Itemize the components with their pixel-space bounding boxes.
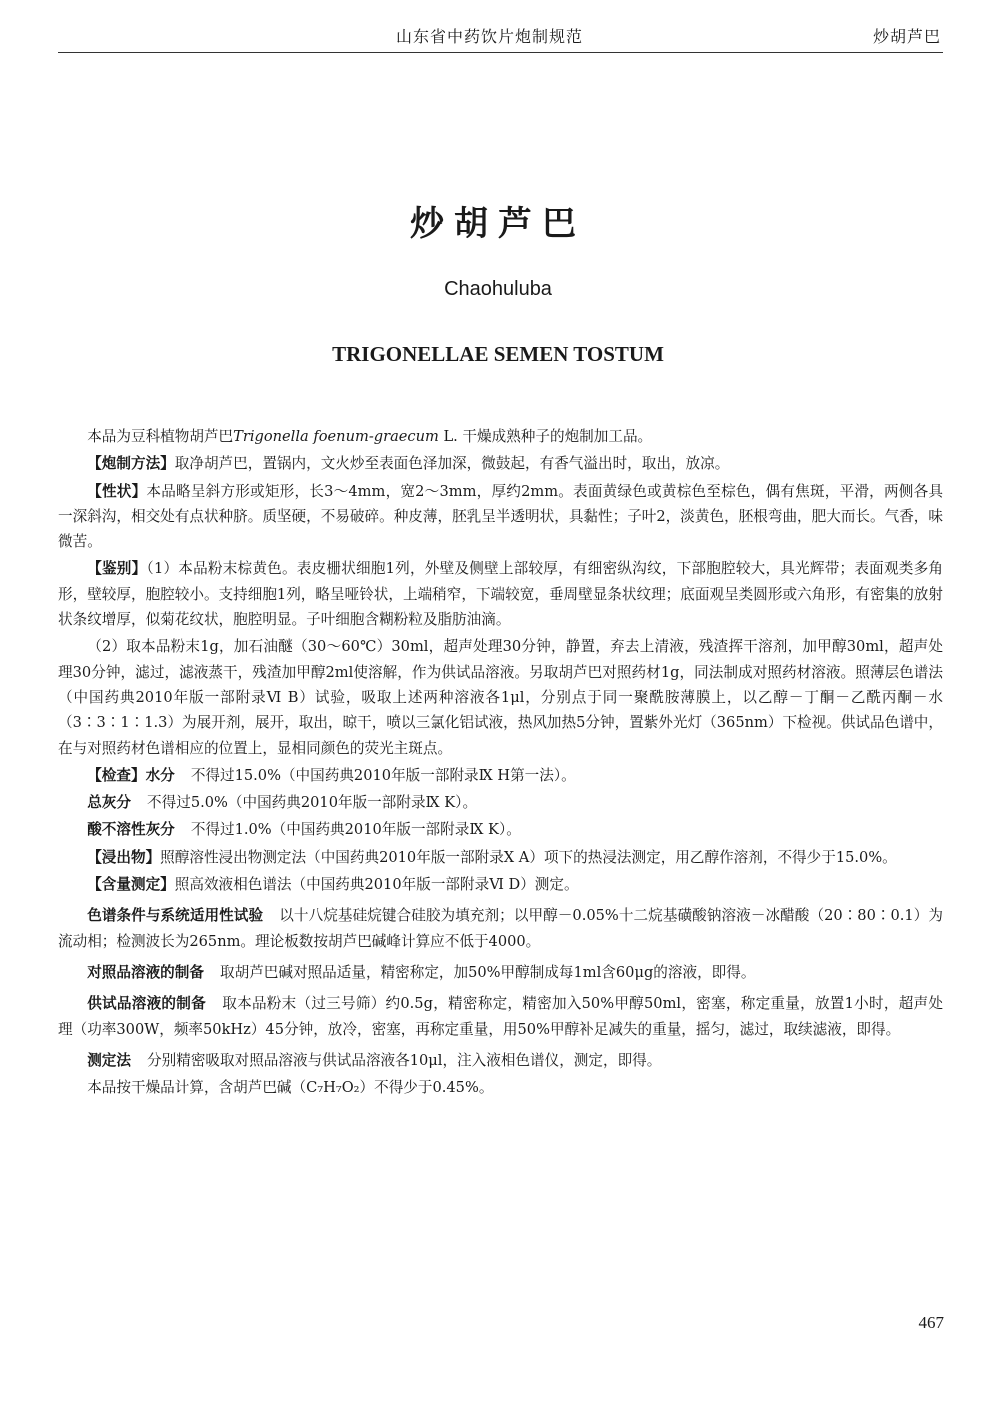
paragraph-assay: 【含量测定】照高效液相色谱法（中国药典2010年版一部附录Ⅵ D）测定。 — [87, 876, 579, 894]
section-label: 对照品溶液的制备 — [87, 963, 204, 981]
paragraph-reference-solution: 对照品溶液的制备 取胡芦巴碱对照品适量，精密称定，加50%甲醇制成每1ml含60μg的溶液，即得。 — [87, 963, 756, 981]
monograph-body — [58, 424, 943, 1102]
section-title: 炒胡芦巴 — [872, 27, 941, 46]
paragraph-source: 本品为豆科植物胡芦巴Trigonella foenum-graecum L. 干燥成熟种子的炮制加工品。 — [87, 428, 653, 445]
latin-name: TRIGONELLAE SEMEN TOSTUM — [332, 342, 664, 366]
section-label: 酸不溶性灰分 — [87, 821, 175, 839]
section-label: 供试品溶液的制备 — [87, 995, 206, 1013]
section-label: 测定法 — [87, 1051, 131, 1069]
paragraph-processing: 【炮制方法】取净胡芦巴，置锅内，文火炒至表面色泽加深，微鼓起，有香气溢出时，取出，放凉。 — [87, 455, 730, 473]
paragraph-identification-1: 【鉴别】（1）本品粉末棕黄色。表皮栅状细胞1列，外壁及侧壁上部较厚，有细密纵沟纹，下部胞腔较大，具光辉带；表面观类多角形，壁较厚，胞腔较小。支持细胞1列，略呈哑铃状，上端稍窄，下端较宽，垂周壁显条状纹理；底面观呈类圆形或六角形，有密集的放射状条纹增厚，似菊花纹状，胞腔明显。子叶细胞含糊粉粒及脂肪油滴。 — [58, 560, 943, 629]
paragraph-test-solution: 供试品溶液的制备 取本品粉末（过三号筛）约0.5g，精密称定，精密加入50%甲醇50ml，密塞，称定重量，放置1小时，超声处理（功率300W，频率50kHz）45分钟，放冷，密塞，再称定重量，用50%甲醇补足减失的重量，摇匀，滤过，取续滤液，即得。 — [58, 995, 943, 1038]
page-number: 467 — [918, 1313, 944, 1332]
section-label: 总灰分 — [87, 794, 131, 812]
paragraph-procedure: 测定法 分别精密吸取对照品溶液与供试品溶液各10μl，注入液相色谱仪，测定，即得。 — [87, 1051, 662, 1069]
paragraph-identification-2: （2）取本品粉末1g，加石油醚（30～60℃）30ml，超声处理30分钟，静置，弃去上清液，残渣挥干溶剂，加甲醇30ml，超声处理30分钟，滤过，滤液蒸干，残渣加甲醇2ml使溶解，作为供试品溶液。另取胡芦巴对照药材1g，同法制成对照药材溶液。照薄层色谱法（中国药典2010年版一部附录Ⅵ B）试验，吸取上述两种溶液各1μl，分别点于同一聚酰胺薄膜上，以乙醇－丁酮－乙酰丙酮－水（3∶3∶1∶1.3）为展开剂，展开，取出，晾干，喷以三氯化铝试液，热风加热5分钟，置紫外光灯（365nm）下检视。供试品色谱中，在与对照药材色谱相应的位置上，显相同颜色的荧光主斑点。 — [58, 638, 943, 757]
running-header — [58, 22, 943, 53]
section-label: 【性状】 — [87, 482, 147, 500]
section-label: 【鉴别】 — [87, 560, 147, 578]
monograph-title: 炒胡芦巴 — [410, 204, 586, 244]
paragraph-description: 【性状】本品略呈斜方形或矩形，长3～4mm，宽2～3mm，厚约2mm。表面黄绿色或黄棕色至棕色，偶有焦斑，平滑，两侧各具一深斜沟，相交处有点状种脐。质坚硬，不易破碎。种皮薄，胚乳呈半透明状，具黏性；子叶2，淡黄色，胚根弯曲，肥大而长。气香，味微苦。 — [58, 482, 943, 551]
paragraph-acid-insoluble-ash: 酸不溶性灰分 不得过1.0%（中国药典2010年版一部附录Ⅸ K）。 — [87, 821, 521, 839]
section-label: 【含量测定】 — [87, 876, 175, 894]
section-label: 【浸出物】 — [87, 848, 161, 866]
section-label: 色谱条件与系统适用性试验 — [87, 907, 264, 925]
book-title: 山东省中药饮片炮制规范 — [396, 27, 584, 46]
latin-species: Trigonella foenum-graecum — [233, 428, 439, 445]
paragraph-extractives: 【浸出物】照醇溶性浸出物测定法（中国药典2010年版一部附录Ⅹ A）项下的热浸法测定，用乙醇作溶剂，不得少于15.0%。 — [87, 848, 897, 866]
section-label: 【检查】水分 — [87, 766, 175, 784]
paragraph-chromatographic-conditions: 色谱条件与系统适用性试验 以十八烷基硅烷键合硅胶为填充剂；以甲醇－0.05%十二烷基磺酸钠溶液－冰醋酸（20∶80∶0.1）为流动相；检测波长为265nm。理论板数按胡芦巴碱峰计算应不低于4000。 — [58, 907, 943, 950]
paragraph-total-ash: 总灰分 不得过5.0%（中国药典2010年版一部附录Ⅸ K）。 — [87, 794, 478, 812]
paragraph-check-moisture: 【检查】水分 不得过15.0%（中国药典2010年版一部附录Ⅸ H第一法）。 — [87, 766, 576, 784]
paragraph-content-limit: 本品按干燥品计算，含胡芦巴碱（C₇H₇O₂）不得少于0.45%。 — [87, 1079, 494, 1097]
section-label: 【炮制方法】 — [87, 455, 175, 473]
pinyin-name: Chaohuluba — [444, 278, 552, 300]
